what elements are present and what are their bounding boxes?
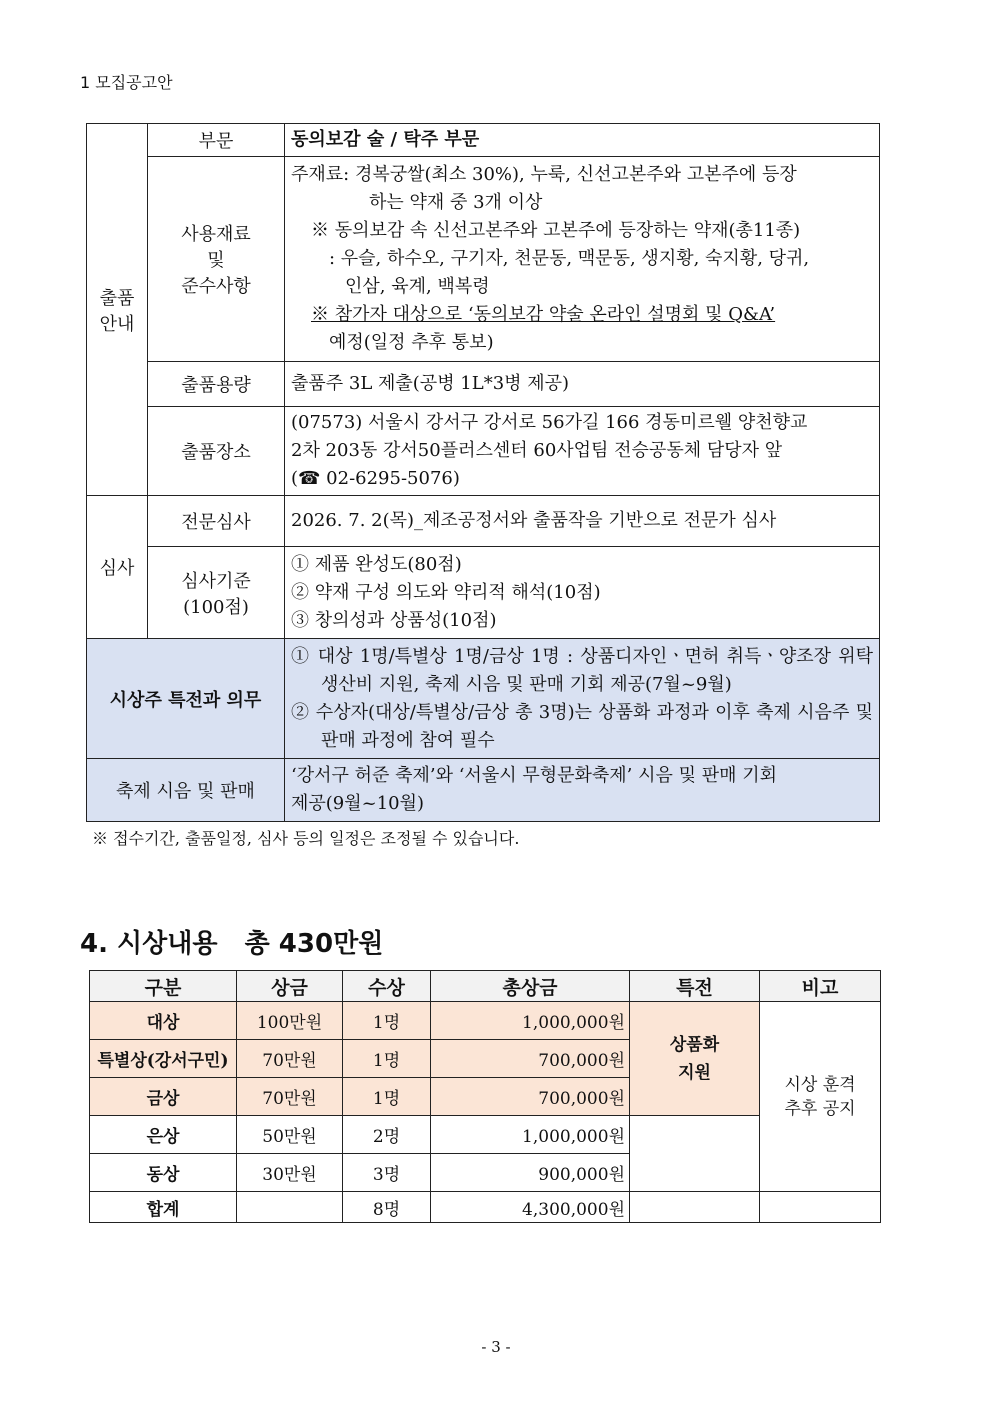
table-row: 대상 100만원 1명 1,000,000원 상품화 지원 시상 훈격 추후 공지 [90, 1002, 881, 1040]
awards-table [89, 970, 881, 1223]
category-value: 동의보감 술 / 탁주 부문 [285, 124, 880, 157]
table-row-total: 합계 8명 4,300,000원 [90, 1192, 881, 1223]
materials-label: 사용재료 및 준수사항 [148, 157, 285, 362]
group-entry-label: 출품 안내 [87, 124, 148, 496]
page-number: - 3 - [481, 1338, 511, 1356]
remark-cell: 시상 훈격 추후 공지 [760, 1002, 881, 1192]
volume-label: 출품용량 [148, 362, 285, 407]
table-row: 동상 30만원 3명 900,000원 [90, 1154, 881, 1192]
criteria-value: ① 제품 완성도(80점) ② 약재 구성 의도와 약리적 해석(10점) ③ 창의성과 상품성(10점) [285, 547, 880, 639]
header-benefit: 특전 [630, 971, 760, 1002]
place-value: (07573) 서울시 강서구 강서로 56가길 166 경동미르웰 양천향교 2차 203동 강서50플러스센터 60사업팀 전승공동체 담당자 앞 (☎ 02-6295-5076) [285, 407, 880, 496]
header-remark: 비고 [760, 971, 881, 1002]
table-row: 금상 70만원 1명 700,000원 [90, 1078, 881, 1116]
benefit-value: ① 대상 1명/특별상 1명/금상 1명 : 상품디자인ㆍ면허 취득ㆍ양조장 위탁생산비 지원, 축제 시음 및 판매 기회 제공(7월~9월) ② 수상자(대상/특별상/금상 총 3명)는 상품화 과정과 이후 축제 시음주 및 판매 과정에 참여 필수 [285, 639, 880, 759]
header-category: 구분 [90, 971, 237, 1002]
expert-value: 2026. 7. 2(목)_제조공정서와 출품작을 기반으로 전문가 심사 [285, 496, 880, 547]
group-review-label: 심사 [87, 496, 148, 639]
header-total: 총상금 [431, 971, 630, 1002]
place-label: 출품장소 [148, 407, 285, 496]
category-label: 부문 [148, 124, 285, 157]
table-row: 은상 50만원 2명 1,000,000원 [90, 1116, 881, 1154]
recruitment-table [86, 123, 880, 822]
materials-value: 주재료: 경복궁쌀(최소 30%), 누룩, 신선고본주와 고본주에 등장 하는 약재 중 3개 이상 ※ 동의보감 속 신선고본주와 고본주에 등장하는 약재(총11종) : 우슬, 하수오, 구기자, 천문동, 맥문동, 생지황, 숙지황, 당귀, 인삼, 육계, 백복령 ※ 참가자 대상으로 ‘동의보감 약술 온라인 설명회 및 Q&A’ 예정(일정 추후 통보) [285, 157, 880, 362]
empty-benefit-cell [630, 1116, 760, 1192]
festival-label: 축제 시음 및 판매 [87, 759, 285, 822]
table-row: 특별상(강서구민) 70만원 1명 700,000원 [90, 1040, 881, 1078]
header-count: 수상 [343, 971, 431, 1002]
header-prize: 상금 [237, 971, 343, 1002]
section-title: 4. 시상내용 총 430만원 [80, 929, 384, 959]
benefit-label: 시상주 특전과 의무 [87, 639, 285, 759]
criteria-label: 심사기준 (100점) [148, 547, 285, 639]
schedule-note: ※ 접수기간, 출품일정, 심사 등의 일정은 조정될 수 있습니다. [92, 829, 520, 848]
expert-label: 전문심사 [148, 496, 285, 547]
festival-value: ‘강서구 허준 축제’와 ‘서울시 무형문화축제’ 시음 및 판매 기회 제공(9월~10월) [285, 759, 880, 822]
section-label: 1 모집공고안 [80, 73, 173, 92]
volume-value: 출품주 3L 제출(공병 1L*3병 제공) [285, 362, 880, 407]
benefit-cell: 상품화 지원 [630, 1002, 760, 1116]
